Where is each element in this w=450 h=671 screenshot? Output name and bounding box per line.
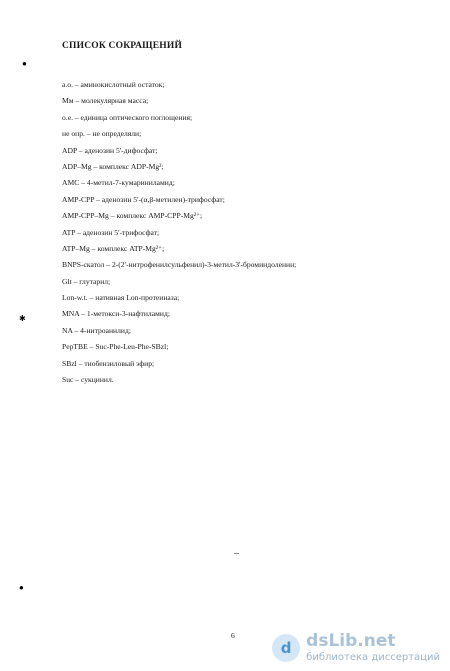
- watermark[interactable]: [272, 633, 440, 663]
- abbreviation-item: PepTBE – Suc-Phe-Leu-Phe-SBzl;: [62, 342, 169, 352]
- watermark-text: [306, 633, 440, 663]
- abbreviation-item: SBzl – тиобензиловый эфир;: [62, 358, 155, 368]
- abbreviation-item: Lon-w.t. – нативная Lon-протеиназа;: [62, 293, 180, 303]
- abbreviation-item: AMP-CPP–Mg – комплекс AMP-CPP-Mg²⁺;: [62, 211, 203, 221]
- abbreviation-item: не опр. – не определяли;: [62, 129, 142, 139]
- scan-speck: ●: [19, 583, 24, 592]
- abbreviation-item: NA – 4-нитроанилид;: [62, 325, 131, 335]
- scan-speck: ✱: [19, 314, 26, 323]
- abbreviation-item: AMC – 4-метил-7-кумариниламид;: [62, 178, 175, 188]
- abbreviation-item: Мм – молекулярная масса;: [62, 96, 149, 106]
- abbreviation-item: ADP – аденозин 5'-дифосфат;: [62, 145, 158, 155]
- page-number: 6: [231, 631, 235, 640]
- abbreviation-item: ATP–Mg – комплекс ATP-Mg²⁺;: [62, 243, 165, 253]
- scan-mark: [234, 553, 239, 554]
- scan-speck: ●: [22, 59, 27, 68]
- abbreviation-list: [62, 77, 402, 388]
- abbreviation-item: Suc – сукцинил.: [62, 375, 114, 385]
- abbreviation-item: о.е. – единица оптического поглощения;: [62, 112, 193, 122]
- watermark-brand: dsLib.net: [306, 631, 396, 651]
- abbreviation-item: BNPS-скатол – 2-(2'-нитрофенилсульфенил)-3-метил-3'-броминдоленин;: [62, 260, 297, 270]
- page-title: СПИСОК СОКРАЩЕНИЙ: [62, 41, 183, 51]
- watermark-tagline: библиотека диссертаций: [306, 652, 440, 663]
- abbreviation-item: Glt – глутарил;: [62, 276, 111, 286]
- abbreviation-item: ADP–Mg – комплекс ADP-Mg²;: [62, 161, 164, 171]
- dslib-logo-icon: d: [272, 634, 300, 662]
- abbreviation-item: а.о. – аминокислотный остаток;: [62, 80, 165, 89]
- abbreviation-item: AMP-CPP – аденозин 5'-(α,β-метилен)-трифосфат;: [62, 194, 225, 204]
- abbreviation-item: ATP – аденозин 5'-трифосфат;: [62, 227, 160, 237]
- abbreviation-item: MNA – 1-метокси-3-нафтиламид;: [62, 309, 170, 319]
